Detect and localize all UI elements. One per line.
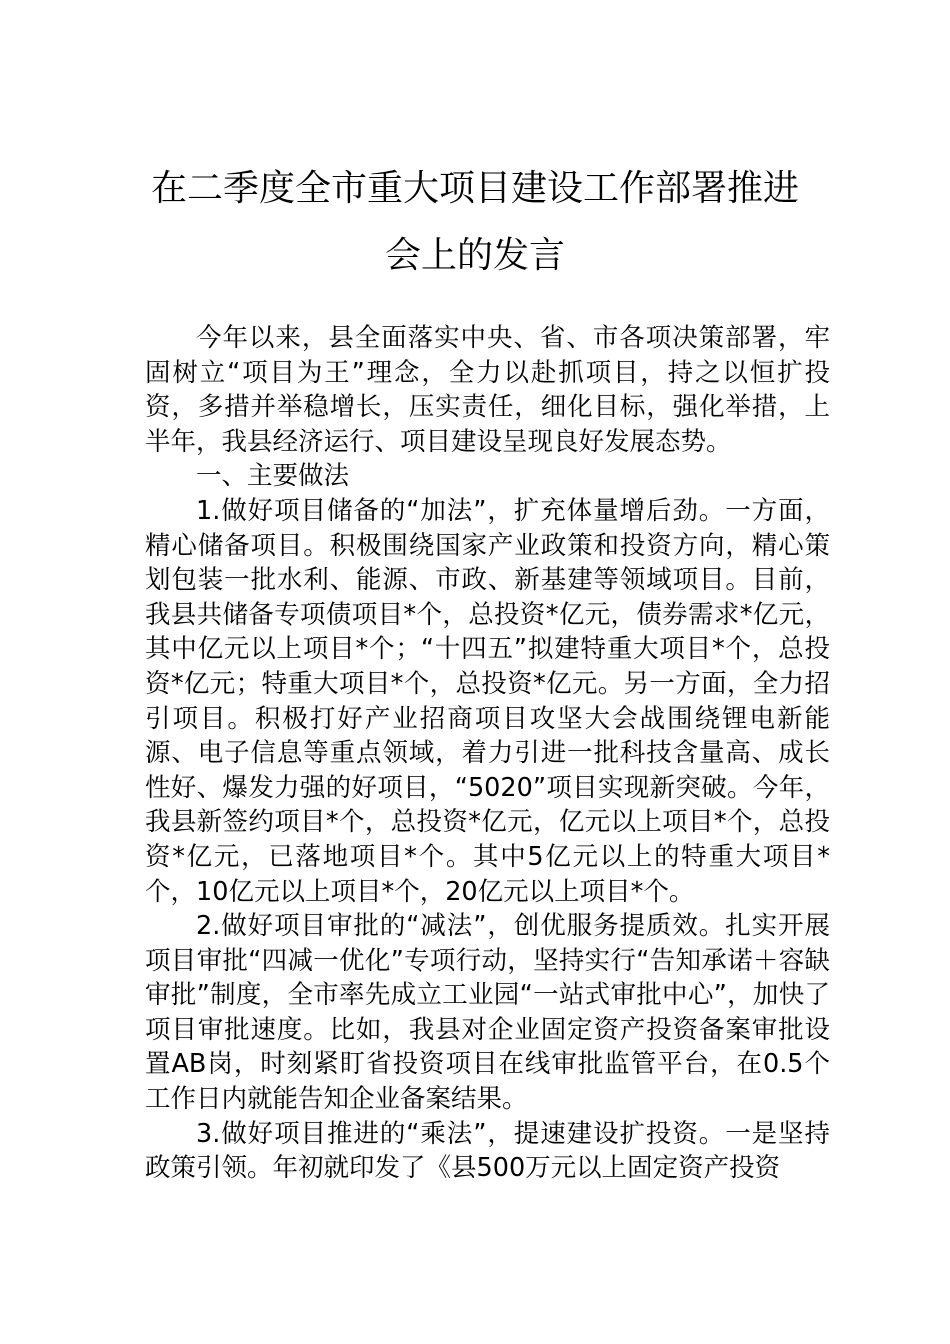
- section-heading-main-practices: 一、主要做法: [196, 461, 350, 492]
- document-title-line-2: 会上的发言: [384, 235, 565, 276]
- paragraph-project-promotion: 3.做好项目推进的“乘法”，提速建设扩投资。一是坚持政策引领。年初就印发了《县500万元以上固定资产投资: [145, 1118, 830, 1184]
- paragraph-project-approval: 2.做好项目审批的“减法”，创优服务提质效。扎实开展项目审批“四减一优化”专项行动，坚持实行“告知承诺＋容缺审批”制度，全市率先成立工业园“一站式审批中心”，加快了项目审批速度。比如，我县对企业固定资产投资备案审批设置AB岗，时刻紧盯省投资项目在线审批监管平台，在0.5个工作日内就能告知企业备案结果。: [145, 911, 830, 1115]
- paragraph-project-reserve: 1.做好项目储备的“加法”，扩充体量增后劲。一方面，精心储备项目。积极围绕国家产业政策和投资方向，精心策划包装一批水利、能源、市政、新基建等领域项目。目前，我县共储备专项债项目*个，总投资*亿元，债券需求*亿元，其中亿元以上项目*个；“十四五”拟建特重大项目*个，总投资*亿元；特重大项目*个，总投资*亿元。另一方面，全力招引项目。积极打好产业招商项目攻坚大会战围绕锂电新能源、电子信息等重点领域，着力引进一批科技含量高、成长性好、爆发力强的好项目，“5020”项目实现新突破。今年，我县新签约项目*个，总投资*亿元，亿元以上项目*个，总投资*亿元，已落地项目*个。其中5亿元以上的特重大项目*个，10亿元以上项目*个，20亿元以上项目*个。: [145, 495, 830, 907]
- paragraph-intro: 今年以来，县全面落实中央、省、市各项决策部署，牢固树立“项目为王”理念，全力以赴抓项目，持之以恒扩投资，多措并举稳增长，压实责任，细化目标，强化举措，上半年，我县经济运行、项目建设呈现良好发展态势。: [145, 323, 830, 457]
- document-body: [145, 321, 830, 1186]
- document-title-line-1: 在二季度全市重大项目建设工作部署推进: [150, 168, 799, 209]
